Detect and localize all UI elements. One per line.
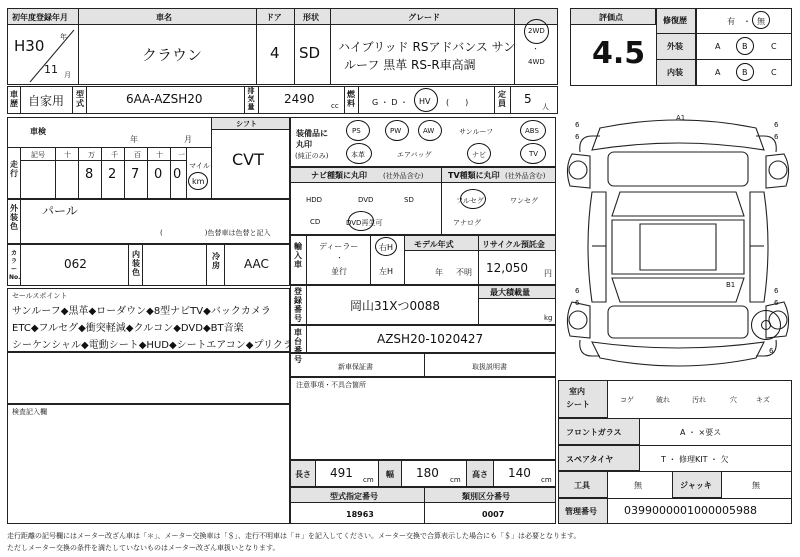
navi-cd: CD [310, 218, 321, 226]
vin: AZSH20-1020427 [377, 332, 484, 346]
interior-opt-tear: 破れ [656, 396, 670, 404]
fraction-rl-bottom: 6 [575, 299, 580, 307]
displacement-label: 排気量 [247, 87, 255, 111]
vin-label: 車台番号 [294, 328, 302, 364]
shaken-label: 車検 [30, 127, 46, 136]
fraction-rr-bottom: 6 [774, 299, 779, 307]
equipment-label-1: 装備品に [296, 129, 328, 138]
capacity-unit: 人 [542, 103, 549, 111]
height: 140 [508, 466, 531, 480]
model-year-unit: 年 [435, 268, 443, 277]
length-unit: cm [363, 476, 374, 484]
reg-era-year: H30 [14, 37, 45, 55]
width-label: 幅 [386, 470, 394, 479]
length-label: 長さ [295, 470, 311, 479]
ac-value: AAC [244, 257, 269, 271]
spare-wheel-label: 6 [769, 347, 774, 355]
model-year-label: モデル年式 [414, 240, 454, 249]
length: 491 [330, 466, 353, 480]
drive-dot: ・ [532, 45, 539, 53]
import-dealer-dot: ・ [336, 254, 343, 262]
mileage-digit-1: 8 [85, 167, 94, 182]
model-spec-label: 型式指定番号 [330, 492, 378, 501]
repair-label: 修復歴 [663, 16, 687, 25]
grade-line1: ハイブリッド RSアドバンス サン [338, 40, 516, 54]
capacity: 5 [524, 92, 532, 106]
shift: CVT [232, 150, 264, 169]
class-label: 類別区分番号 [462, 492, 510, 501]
footer-note-2: ただしメーター交換の条件を満たしていないものはメーター改ざん車扱いとなります。 [7, 544, 280, 552]
owner-manual: 取扱説明書 [472, 363, 507, 371]
interior-opt-hole: 穴 [730, 396, 737, 404]
equip-sunroof: サンルーフ [459, 128, 494, 136]
reg-month: 11 [44, 63, 58, 76]
mgmt-label: 管理番号 [565, 507, 597, 516]
import-left-hand: 左H [379, 267, 394, 276]
exterior-label: 外装 [667, 42, 683, 51]
digit-label-1: 万 [88, 151, 95, 159]
digit-label-0: 十 [64, 151, 71, 159]
interior-label-2: シート [566, 400, 590, 409]
tv-header: TV種類に丸印 [448, 171, 500, 180]
color-no: 062 [64, 257, 87, 271]
capacity-label: 定員 [498, 90, 506, 108]
equip-airbag: エアバッグ [397, 151, 432, 159]
navi-header: ナビ種類に丸印 [311, 171, 367, 180]
mileage-digit-3: 7 [131, 167, 140, 182]
drive-2wd: 2WD [528, 27, 545, 35]
damage-mark-b1: B1 [726, 281, 736, 289]
tv-fullseg: フルセグ [456, 197, 484, 205]
repair-no: 無 [757, 17, 765, 26]
shape: SD [299, 44, 321, 62]
model-label: 型式 [76, 90, 84, 108]
grade-label: グレード [408, 13, 440, 22]
model: 6AA-AZSH20 [126, 92, 203, 106]
fuel-label: 燃料 [347, 90, 355, 108]
ext-color: パール [42, 204, 78, 218]
score: 4.5 [592, 36, 646, 71]
fuel-paren: ( ) [446, 98, 469, 107]
fraction-rr-top: 6 [774, 287, 779, 295]
digit-label-4: 十 [156, 151, 163, 159]
recycle-label: リサイクル預託金 [482, 240, 545, 249]
digit-label-3: 百 [134, 151, 141, 159]
model-spec: 18963 [346, 510, 374, 519]
navi-header-note: (社外品含む) [383, 172, 424, 180]
grade-line2: ルーフ 黒革 RS-R車高調 [344, 58, 476, 72]
height-label: 高さ [472, 470, 488, 479]
windshield-value: A ・ ×要ス [680, 428, 722, 437]
vehicle-use-label: 車歴 [10, 90, 18, 108]
mile-label: マイル [189, 162, 210, 170]
selling-point-line-3: シーケンシャル◆電動シート◆HUD◆シートエアコン◆プリクラ [12, 340, 293, 351]
notes-label: 注意事項・不具合箇所 [296, 381, 366, 389]
equip-tv: TV [529, 150, 539, 158]
navi-dvd: DVD [358, 196, 374, 204]
class-number: 0007 [482, 510, 505, 519]
ext-color-label: 外装色 [10, 204, 18, 231]
spare-label: スペアタイヤ [566, 455, 614, 464]
interior-opt-scratch: キズ [756, 396, 770, 404]
reg-month-unit: 月 [64, 71, 71, 79]
car-name-label: 車名 [156, 13, 172, 22]
selling-points-label: セールスポイント [12, 292, 68, 300]
mileage-digit-2: 2 [108, 167, 117, 182]
interior-opt-burn: コゲ [620, 396, 634, 404]
tv-analog: アナログ [453, 219, 481, 227]
mileage-symbol-label: 記号 [31, 151, 45, 159]
width: 180 [416, 466, 439, 480]
tool-value: 無 [634, 481, 642, 490]
shaken-year-unit: 年 [130, 135, 138, 144]
inspector-box [7, 404, 290, 524]
doors: 4 [270, 44, 280, 62]
recycle-amount: 12,050 [486, 261, 528, 275]
import-parallel: 並行 [331, 267, 347, 276]
repair-yes: 有 [727, 17, 735, 26]
score-label: 評価点 [599, 13, 623, 22]
reg-year-unit: 年 [60, 33, 67, 41]
digit-label-2: 千 [111, 151, 118, 159]
windshield-label: フロントガラス [566, 428, 622, 437]
max-load-label: 最大積載量 [490, 288, 530, 297]
spare-wheel-hub [761, 320, 771, 330]
inspector-label: 検査記入欄 [12, 408, 47, 416]
repair-dot: ・ [743, 17, 751, 26]
recycle-yen: 円 [544, 269, 552, 278]
spare-value: T ・ 修理KIT ・ 欠 [661, 455, 729, 464]
footer-note-1: 走行距離の記号欄にはメーター改ざん車は「＊」、メーター交換車は「＄」、走行不明車は「＃」を記入してください。メーター交換で合算表示した場合にも「＄」は必要となります。 [7, 532, 581, 540]
tv-oneseg: ワンセグ [510, 197, 538, 205]
color-no-label: カラーNo. [9, 250, 21, 281]
shape-label: 形状 [303, 13, 319, 22]
equip-leather: 本革 [351, 151, 365, 159]
interior-opt-dirt: 汚れ [692, 396, 706, 404]
shift-label: シフト [236, 120, 257, 128]
import-right-hand: 右H [379, 243, 394, 252]
equip-abs: ABS [525, 127, 539, 135]
navi-dvd-play: DVD再生可 [346, 219, 383, 227]
mileage-digit-5: 0 [173, 167, 182, 182]
digit-label-5: 一 [178, 151, 185, 159]
fuel-options: G ・ D ・ [372, 98, 408, 107]
plate-label: 登録番号 [294, 287, 302, 323]
selling-points-blank [7, 352, 290, 404]
drive-4wd: 4WD [528, 58, 545, 66]
exterior-grade-c: C [771, 42, 777, 51]
fuel-hv: HV [419, 97, 431, 106]
fraction-rl-top: 6 [575, 287, 580, 295]
top-header-bar [7, 8, 558, 25]
jack-value: 無 [752, 481, 760, 490]
equipment-label-2: 丸印 [296, 140, 312, 149]
fraction-fl-bottom: 6 [575, 133, 580, 141]
mileage-label: 走行 [10, 160, 18, 178]
equipment-label-3: (純正のみ) [295, 152, 329, 160]
interior-label-1: 室内 [569, 387, 585, 396]
jack-label: ジャッキ [680, 481, 712, 490]
shaken-month-unit: 月 [184, 135, 192, 144]
int-color-label: 内装色 [132, 250, 140, 277]
import-label: 輸入車 [294, 242, 302, 269]
fraction-fl-top: 6 [575, 121, 580, 129]
interior-label: 内装 [667, 68, 683, 77]
interior-grade-b: B [742, 68, 748, 77]
vehicle-use: 自家用 [28, 94, 65, 108]
equip-pw: PW [390, 127, 402, 135]
tool-label: 工具 [574, 481, 590, 490]
km-label: km [192, 177, 205, 186]
mileage-digit-4: 0 [154, 167, 163, 182]
docs-row [290, 353, 556, 377]
plate: 岡山31Xつ0088 [350, 299, 441, 313]
selling-point-line-1: サンルーフ◆黒革◆ローダウン◆8型ナビTV◆バックカメラ [12, 306, 271, 317]
model-year-unknown: 不明 [456, 268, 472, 277]
ac-label: 冷房 [212, 252, 220, 270]
exterior-grade-a: A [715, 42, 721, 51]
selling-point-line-2: ETC◆フルセグ◆衝突軽減◆クルコン◆DVD◆BT音楽 [12, 323, 244, 334]
equip-aw: AW [423, 127, 435, 135]
equip-navi: ナビ [472, 151, 486, 159]
tv-header-note: (社外品含む) [505, 172, 546, 180]
displacement-unit: cc [331, 102, 339, 110]
import-dealer: ディーラー [319, 242, 359, 251]
equip-ps: PS [352, 127, 361, 135]
interior-grade-c: C [771, 68, 777, 77]
new-car-warranty: 新車保証書 [338, 363, 373, 371]
navi-hdd: HDD [306, 196, 323, 204]
fraction-fr-top: 6 [774, 121, 779, 129]
row2-table [7, 86, 558, 114]
mgmt-value: 0399000001000005988 [624, 504, 757, 517]
fraction-fr-bottom: 6 [774, 133, 779, 141]
damage-mark-a1: A1 [676, 114, 686, 122]
color-change-note: ( )色替車は色替と記入 [160, 229, 271, 237]
width-unit: cm [450, 476, 461, 484]
exterior-grade-b: B [742, 42, 748, 51]
navi-sd: SD [404, 196, 414, 204]
max-load-unit: kg [544, 314, 553, 322]
displacement: 2490 [284, 92, 315, 106]
interior-grade-a: A [715, 68, 721, 77]
car-name: クラウン [142, 46, 203, 64]
height-unit: cm [541, 476, 552, 484]
door-label: ドア [266, 13, 282, 22]
first-reg-label: 初年度登録年月 [12, 13, 68, 22]
